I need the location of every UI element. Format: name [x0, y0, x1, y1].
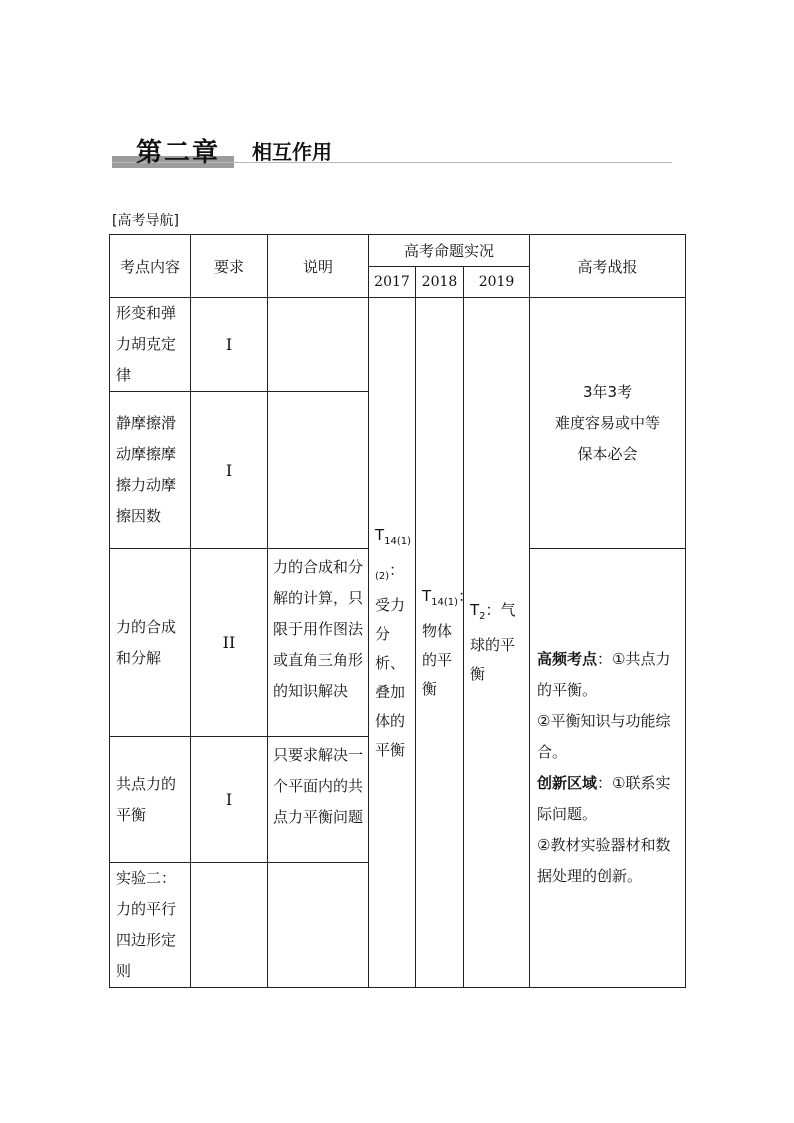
exam-2018-text: ：物体的平衡 — [422, 586, 474, 698]
report-detail-text: ：①联系实际问题。 — [537, 774, 671, 823]
exam-2017-text: ：受力分析、叠加体的平衡 — [375, 560, 406, 759]
report-summary-line: 难度容易或中等 — [555, 413, 661, 432]
note-cell: 力的合成和分解的计算，只限于用作图法或直角三角形的知识解决 — [268, 549, 369, 737]
exam-2017-cell — [369, 298, 416, 988]
report-detail-line — [537, 644, 685, 706]
exam-2017-sub: 14(1)(2) — [375, 535, 412, 582]
note-cell — [268, 298, 369, 392]
note-cell — [268, 392, 369, 549]
topic-cell: 共点力的平衡 — [110, 737, 191, 863]
exam-2019-text: ：气球的平衡 — [470, 601, 516, 683]
topic-cell: 静摩擦滑动摩擦摩擦力动摩擦因数 — [110, 392, 191, 549]
header-report: 高考战报 — [530, 235, 686, 298]
exam-2017-code: T — [375, 525, 385, 544]
report-detail-label: 创新区域 — [537, 774, 598, 792]
chapter-number: 第二章 — [136, 138, 221, 168]
note-cell — [268, 863, 369, 988]
report-summary-line: 3年3考 — [582, 382, 633, 401]
exam-2019-sub: 2 — [479, 611, 486, 622]
exam-2019-code: T — [470, 601, 480, 619]
report-summary-line: 保本必会 — [577, 444, 638, 463]
report-detail-label: 高频考点 — [537, 650, 598, 668]
header-year-2019: 2019 — [464, 267, 530, 298]
exam-2018-cell — [416, 298, 474, 988]
requirement-cell — [191, 863, 268, 988]
report-detail-text: ：①共点力的平衡。 — [537, 650, 671, 699]
table-row — [110, 298, 686, 392]
report-detail-line: ②平衡知识与功能综合。 — [537, 712, 671, 761]
header-year-2017: 2017 — [369, 267, 416, 298]
report-detail-cell — [530, 549, 686, 988]
report-detail-line: ②教材实验器材和数据处理的创新。 — [537, 836, 671, 885]
exam-guide-table — [109, 234, 686, 988]
header-topic: 考点内容 — [110, 235, 191, 298]
note-cell: 只要求解决一个平面内的共点力平衡问题 — [268, 737, 369, 863]
header-note: 说明 — [268, 235, 369, 298]
requirement-cell: I — [191, 392, 268, 549]
exam-2018-sub: 14(1) — [431, 596, 459, 608]
requirement-cell: I — [191, 737, 268, 863]
header-exam-group: 高考命题实况 — [369, 235, 530, 267]
chapter-header — [112, 130, 672, 172]
header-requirement: 要求 — [191, 235, 268, 298]
report-detail-line — [537, 768, 685, 830]
topic-cell: 形变和弹力胡克定律 — [110, 298, 191, 392]
report-summary-cell — [530, 298, 686, 549]
topic-cell: 实验二：力的平行四边形定则 — [110, 863, 191, 988]
exam-2019-cell — [464, 298, 530, 988]
exam-2018-code: T — [422, 586, 432, 605]
section-label: [高考导航] — [112, 213, 179, 229]
requirement-cell: I — [191, 298, 268, 392]
topic-cell: 力的合成和分解 — [110, 549, 191, 737]
chapter-title: 相互作用 — [252, 140, 332, 164]
header-year-2018: 2018 — [416, 267, 464, 298]
requirement-cell: II — [191, 549, 268, 737]
